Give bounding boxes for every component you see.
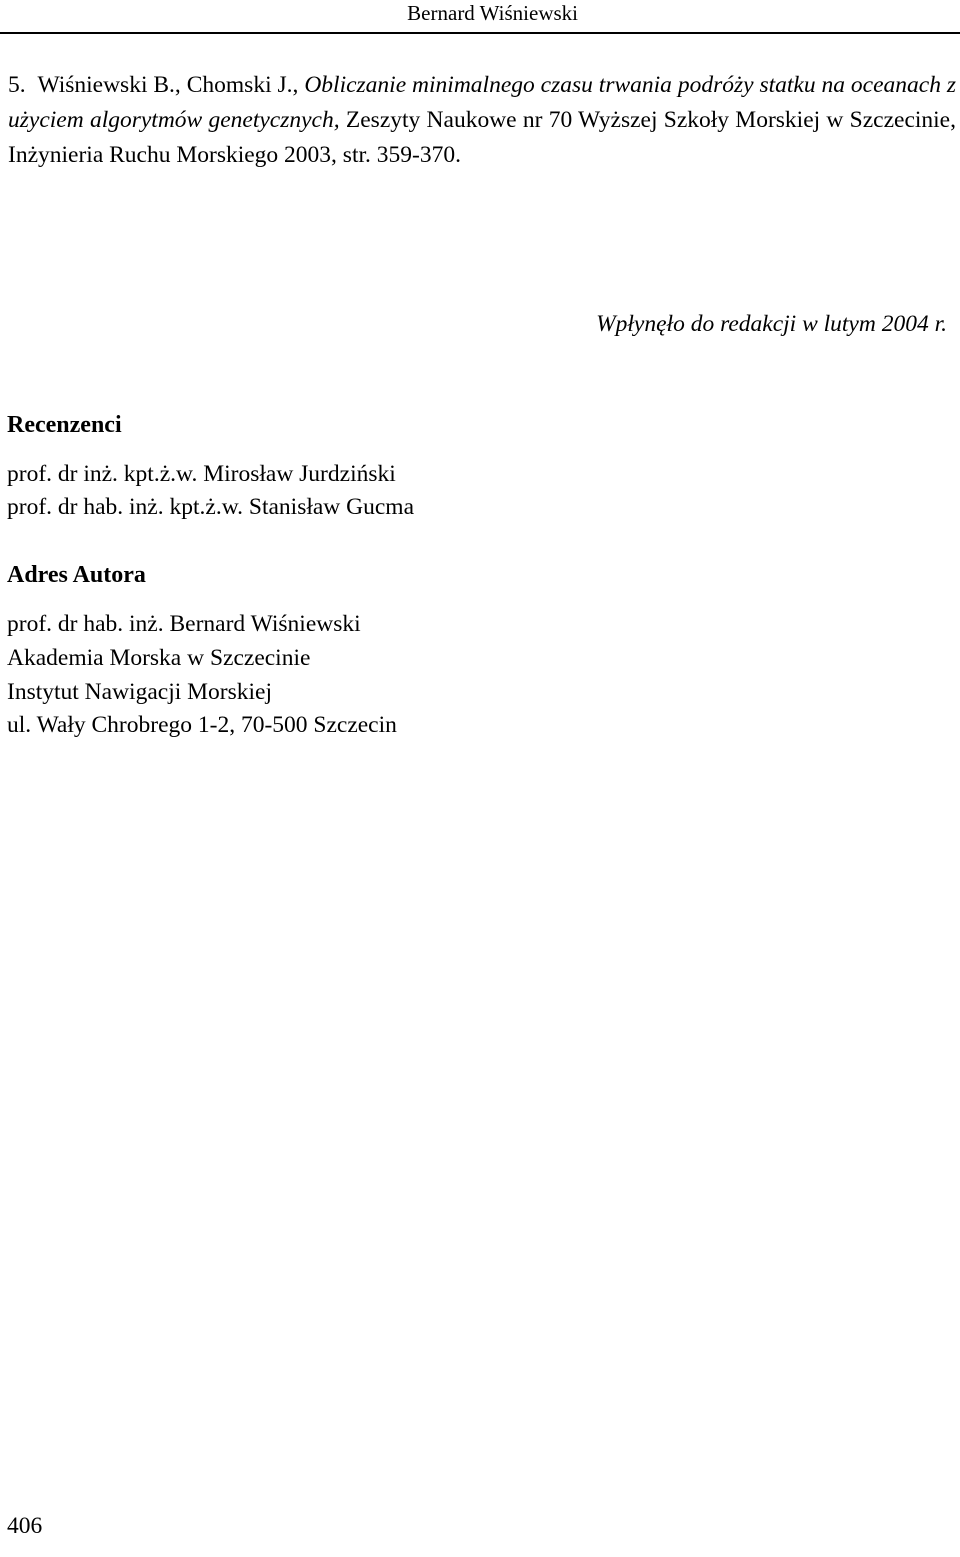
author-address-heading: Adres Autora <box>7 562 146 588</box>
reference-number: 5. <box>8 72 26 98</box>
reference-source: Zeszyty Naukowe nr 70 Wyższej Szkoły Morskiej w Szczecinie, Inżynieria Ruchu Morskiego 2003, str. 359-370. <box>8 107 956 168</box>
running-header: Bernard Wiśniewski <box>407 1 578 25</box>
address-line: Instytut Nawigacji Morskiej <box>7 679 272 705</box>
address-line: prof. dr hab. inż. Bernard Wiśniewski <box>7 611 361 637</box>
received-note: Wpłynęło do redakcji w lutym 2004 r. <box>596 311 947 337</box>
reviewers-heading: Recenzenci <box>7 412 122 438</box>
reference-title: Obliczanie minimalnego czasu trwania podróży statku na oceanach z użyciem algorytmów genetycznych, <box>8 72 957 133</box>
address-line: Akademia Morska w Szczecinie <box>7 645 311 671</box>
reference-entry <box>8 68 956 173</box>
address-line: ul. Wały Chrobrego 1-2, 70-500 Szczecin <box>7 712 397 738</box>
header-rule <box>0 32 960 34</box>
reviewer-line: prof. dr inż. kpt.ż.w. Mirosław Jurdziński <box>7 461 396 487</box>
page-number: 406 <box>7 1513 43 1539</box>
reviewer-line: prof. dr hab. inż. kpt.ż.w. Stanisław Gucma <box>7 494 415 520</box>
reference-authors: Wiśniewski B., Chomski J., <box>37 72 299 98</box>
